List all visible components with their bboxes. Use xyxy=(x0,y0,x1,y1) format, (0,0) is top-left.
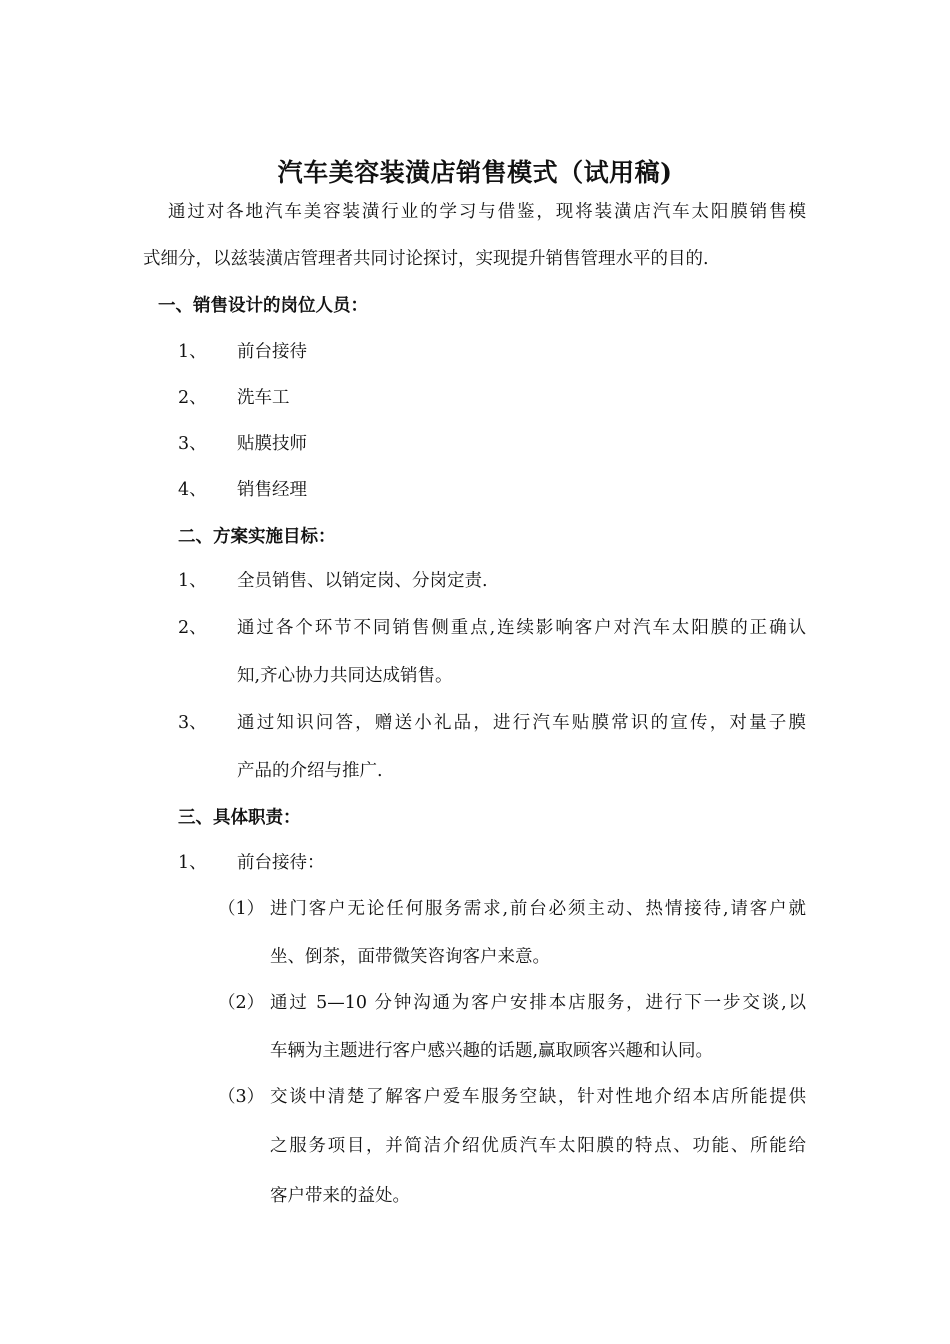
intro-line-1: 通过对各地汽车美容装潢行业的学习与借鉴，现将装潢店汽车太阳膜销售模 xyxy=(168,202,806,222)
list-item: 全员销售、以销定岗、分岗定责. xyxy=(237,571,488,591)
sub-list-number: （3） xyxy=(218,1087,265,1107)
list-item: 前台接待： xyxy=(237,853,325,873)
sub-list-item-line-2: 之服务项目，并简洁介绍优质汽车太阳膜的特点、功能、所能给 xyxy=(270,1136,806,1156)
section-1-heading: 一、销售设计的岗位人员： xyxy=(158,296,368,316)
sub-list-item-line-2: 坐、倒茶，面带微笑咨询客户来意。 xyxy=(270,947,550,967)
sub-list-item-line-2: 车辆为主题进行客户感兴趣的话题,赢取顾客兴趣和认同。 xyxy=(270,1041,714,1061)
list-number: 1、 xyxy=(178,853,207,873)
section-3-heading: 三、具体职责： xyxy=(178,808,301,828)
list-item: 贴膜技师 xyxy=(237,434,307,454)
list-number: 3、 xyxy=(178,713,207,733)
sub-list-number: （1） xyxy=(218,899,265,919)
sub-list-item-line-1: 通过 5—10 分钟沟通为客户安排本店服务，进行下一步交谈,以 xyxy=(270,993,806,1013)
list-number: 1、 xyxy=(178,571,207,591)
sub-list-item-line-3: 客户带来的益处。 xyxy=(270,1186,410,1206)
sub-list-item-line-1: 进门客户无论任何服务需求,前台必须主动、热情接待,请客户就 xyxy=(270,899,806,919)
list-item: 洗车工 xyxy=(237,388,290,408)
list-number: 1、 xyxy=(178,342,207,362)
section-2-heading: 二、方案实施目标： xyxy=(178,527,336,547)
list-item: 销售经理 xyxy=(237,480,307,500)
list-item-line-2: 产品的介绍与推广. xyxy=(237,761,383,781)
list-item-line-2: 知,齐心协力共同达成销售。 xyxy=(237,666,453,686)
sub-list-item-line-1: 交谈中清楚了解客户爱车服务空缺，针对性地介绍本店所能提供 xyxy=(270,1087,806,1107)
list-number: 3、 xyxy=(178,434,207,454)
list-item-line-1: 通过知识问答，赠送小礼品，进行汽车贴膜常识的宣传，对量子膜 xyxy=(237,713,806,733)
list-item: 前台接待 xyxy=(237,342,307,362)
document-title: 汽车美容装潢店销售模式（试用稿) xyxy=(277,158,673,187)
list-item-line-1: 通过各个环节不同销售侧重点,连续影响客户对汽车太阳膜的正确认 xyxy=(237,618,806,638)
list-number: 4、 xyxy=(178,480,207,500)
intro-line-2: 式细分，以兹装潢店管理者共同讨论探讨，实现提升销售管理水平的目的. xyxy=(143,249,709,269)
sub-list-number: （2） xyxy=(218,993,265,1013)
list-number: 2、 xyxy=(178,388,207,408)
list-number: 2、 xyxy=(178,618,207,638)
